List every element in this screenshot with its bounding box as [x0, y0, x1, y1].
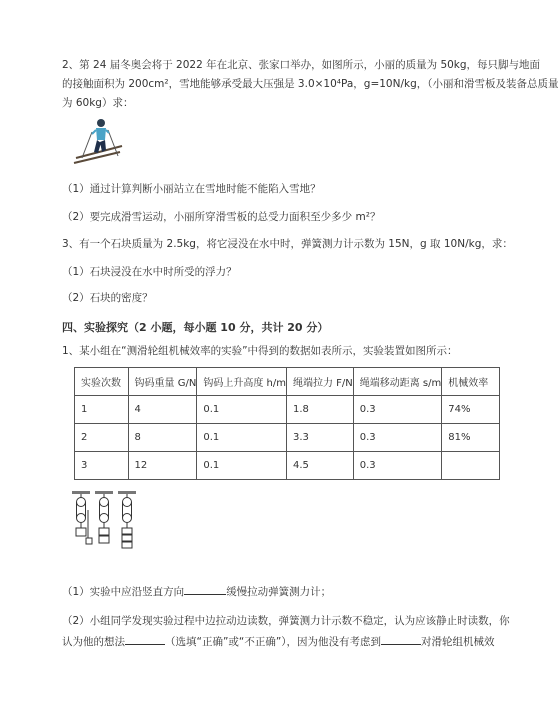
section-title: 四、实验探究（2 小题，每小题 10 分，共计 20 分） — [62, 321, 329, 334]
q2-sub-1: （1）通过计算判断小丽站立在雪地时能不能陷入雪地？ — [62, 183, 321, 195]
answer-blank-3[interactable] — [381, 632, 421, 645]
table-cell: 1.8 — [286, 396, 353, 424]
table-cell: 0.3 — [353, 396, 442, 424]
exp1-sub-1 — [62, 582, 331, 603]
table-cell: 4 — [128, 396, 197, 424]
q3-sub-2: （2）石块的密度？ — [62, 292, 153, 304]
table-cell: 12 — [128, 452, 197, 480]
exp1-sub-1-suffix: 缓慢拉动弹簧测力计； — [226, 586, 332, 598]
q2-line-2: 的接触面积为 200cm²，雪地能够承受最大压强是 3.0×10⁴Pa，g=10N/kg，（小丽和滑雪板及装备总质量 — [62, 78, 559, 90]
table-row — [75, 396, 500, 424]
table-cell: 0.1 — [197, 452, 287, 480]
table-cell — [442, 452, 500, 480]
table-header-cell: 绳端移动距离 s/m — [353, 368, 442, 396]
pulley-setup-3 — [118, 491, 136, 548]
table-cell: 81% — [442, 424, 500, 452]
q3-sub-1: （1）石块浸没在水中时所受的浮力？ — [62, 266, 237, 278]
table-cell: 3 — [75, 452, 129, 480]
table-cell: 0.3 — [353, 424, 442, 452]
q2-line-1: 2、第 24 届冬奥会将于 2022 年在北京、张家口举办，如图所示，小丽的质量为 50kg，每只脚与地面 — [62, 59, 541, 71]
table-header-cell: 绳端拉力 F/N — [286, 368, 353, 396]
table-cell: 3.3 — [286, 424, 353, 452]
exp1-sub-1-prefix: （1）实验中应沿竖直方向 — [62, 586, 185, 598]
table-row — [75, 452, 500, 480]
exp1-sub-2-line-2 — [62, 632, 495, 653]
exp1-sub-2-line-1: （2）小组同学发现实验过程中边拉动边读数，弹簧测力计示数不稳定，认为应该静止时读数，你 — [62, 615, 510, 627]
table-header-cell: 实验次数 — [75, 368, 129, 396]
q2-line-3: 为 60kg）求： — [62, 97, 134, 109]
table-header-cell: 机械效率 — [442, 368, 500, 396]
pulley-setup-1 — [72, 491, 92, 544]
q2-sub-2: （2）要完成滑雪运动，小丽所穿滑雪板的总受力面积至少多少 m²？ — [62, 211, 381, 223]
table-cell: 0.1 — [197, 424, 287, 452]
exp1-sub-2-middle: （选填“正确”或“不正确”），因为他没有考虑到 — [165, 636, 382, 648]
exp1-sub-2-suffix: 对滑轮组机械效 — [421, 636, 495, 648]
pulley-apparatus-figure — [70, 490, 140, 552]
table-row — [75, 424, 500, 452]
table-cell: 4.5 — [286, 452, 353, 480]
exp1-line-1: 1、某小组在“测滑轮组机械效率的实验”中得到的数据如表所示，实验装置如图所示： — [62, 345, 458, 357]
skier-figure — [72, 118, 124, 168]
table-cell: 1 — [75, 396, 129, 424]
q3-line-1: 3、有一个石块质量为 2.5kg，将它浸没在水中时，弹簧测力计示数为 15N，g 取 10N/kg，求： — [62, 238, 513, 250]
table-cell: 2 — [75, 424, 129, 452]
table-header-cell: 钩码上升高度 h/m — [197, 368, 287, 396]
experiment-table — [74, 367, 500, 480]
pulley-setup-2 — [95, 491, 113, 543]
table-cell: 0.3 — [353, 452, 442, 480]
exp1-sub-2-prefix: 认为他的想法 — [62, 636, 125, 648]
table-cell: 74% — [442, 396, 500, 424]
table-header-row — [75, 368, 500, 396]
table-header-cell: 钩码重量 G/N — [128, 368, 197, 396]
answer-blank-2[interactable] — [125, 632, 165, 645]
table-cell: 8 — [128, 424, 197, 452]
answer-blank-1[interactable] — [184, 582, 226, 595]
table-cell: 0.1 — [197, 396, 287, 424]
